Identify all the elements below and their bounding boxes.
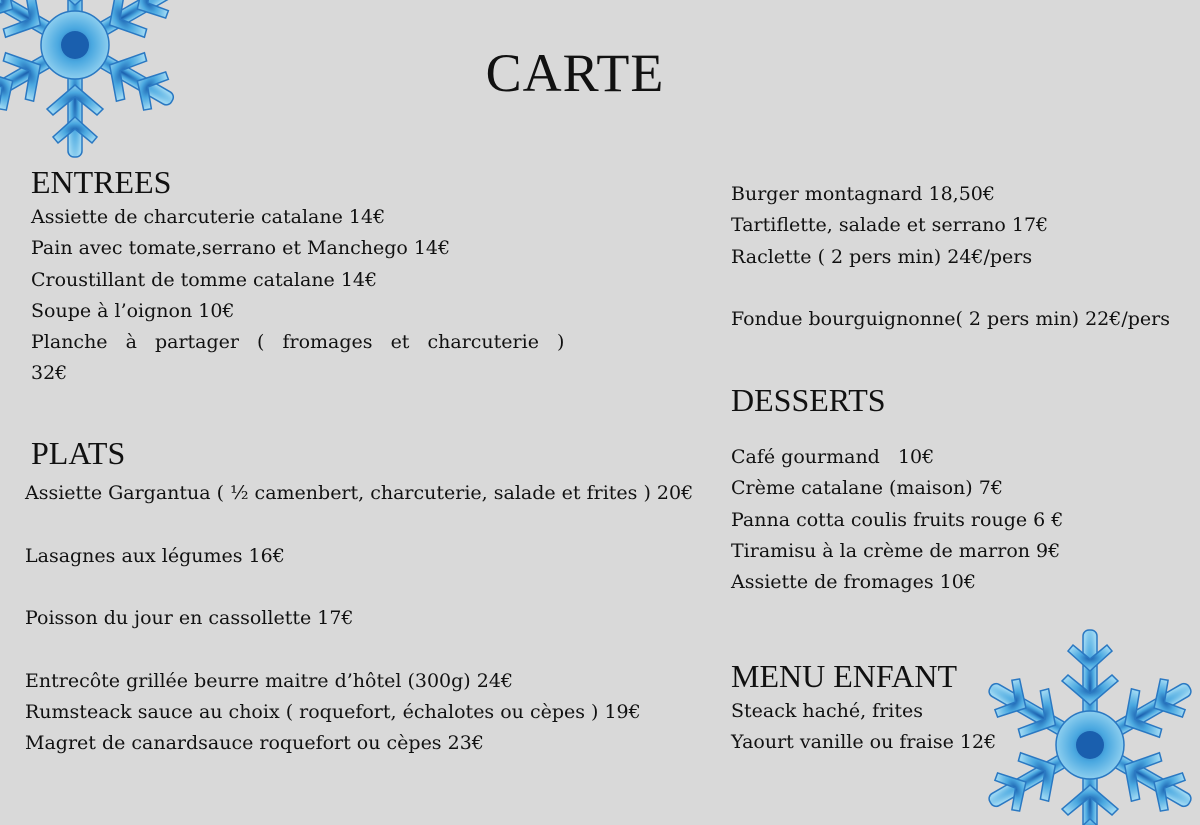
menu-enfant-section: [731, 656, 996, 759]
menu-item: 32€: [31, 362, 68, 385]
plats-heading-wrap: [31, 433, 125, 473]
menu-item: Pain avec tomate,serrano et Manchego 14€: [31, 237, 451, 260]
menu-item: Steack haché, frites: [731, 700, 924, 722]
menu-item: Yaourt vanille ou fraise 12€: [731, 731, 997, 754]
desserts-section: [731, 380, 1063, 598]
menu-item: Tartiflette, salade et serrano 17€: [731, 214, 1049, 237]
menu-item: Raclette ( 2 pers min) 24€/pers: [731, 245, 1033, 268]
menu-item: Crème catalane (maison) 7€: [731, 477, 1003, 500]
menu-enfant-heading: MENU ENFANT: [731, 658, 958, 694]
page-title: CARTE: [485, 43, 665, 103]
desserts-heading: DESSERTS: [731, 382, 886, 418]
menu-item: Panna cotta coulis fruits rouge 6 €: [731, 508, 1064, 531]
menu-item: Assiette Gargantua ( ½ camenbert, charcuterie, salade et frites ) 20€: [25, 482, 694, 504]
plats-continued-section: [731, 179, 1170, 335]
snowflake-icon: [965, 625, 1200, 825]
entrees-heading: ENTREES: [31, 164, 172, 200]
menu-item: Planche à partager ( fromages et charcuterie ): [31, 331, 565, 354]
entrees-section: [31, 162, 564, 390]
menu-item: Tiramisu à la crème de marron 9€: [731, 539, 1061, 562]
menu-item: Magret de canardsauce roquefort ou cèpes 23€: [25, 732, 484, 755]
plats-section: [25, 478, 693, 760]
menu-item: Soupe à l’oignon 10€: [31, 299, 235, 322]
menu-item: Assiette de charcuterie catalane 14€: [31, 206, 386, 228]
menu-item: Croustillant de tomme catalane 14€: [31, 268, 378, 291]
menu-item: Burger montagnard 18,50€: [731, 183, 995, 205]
menu-item: Rumsteack sauce au choix ( roquefort, échalotes ou cèpes ) 19€: [25, 701, 641, 724]
menu-item: Fondue bourguignonne( 2 pers min) 22€/pers: [731, 308, 1171, 331]
plats-heading: PLATS: [31, 435, 126, 471]
menu-item: Poisson du jour en cassollette 17€: [25, 607, 354, 630]
menu-item: Entrecôte grillée beurre maitre d’hôtel (300g) 24€: [25, 669, 514, 692]
menu-item: Assiette de fromages 10€: [731, 571, 976, 594]
menu-item: Café gourmand 10€: [731, 446, 935, 468]
menu-item: Lasagnes aux légumes 16€: [25, 544, 285, 567]
